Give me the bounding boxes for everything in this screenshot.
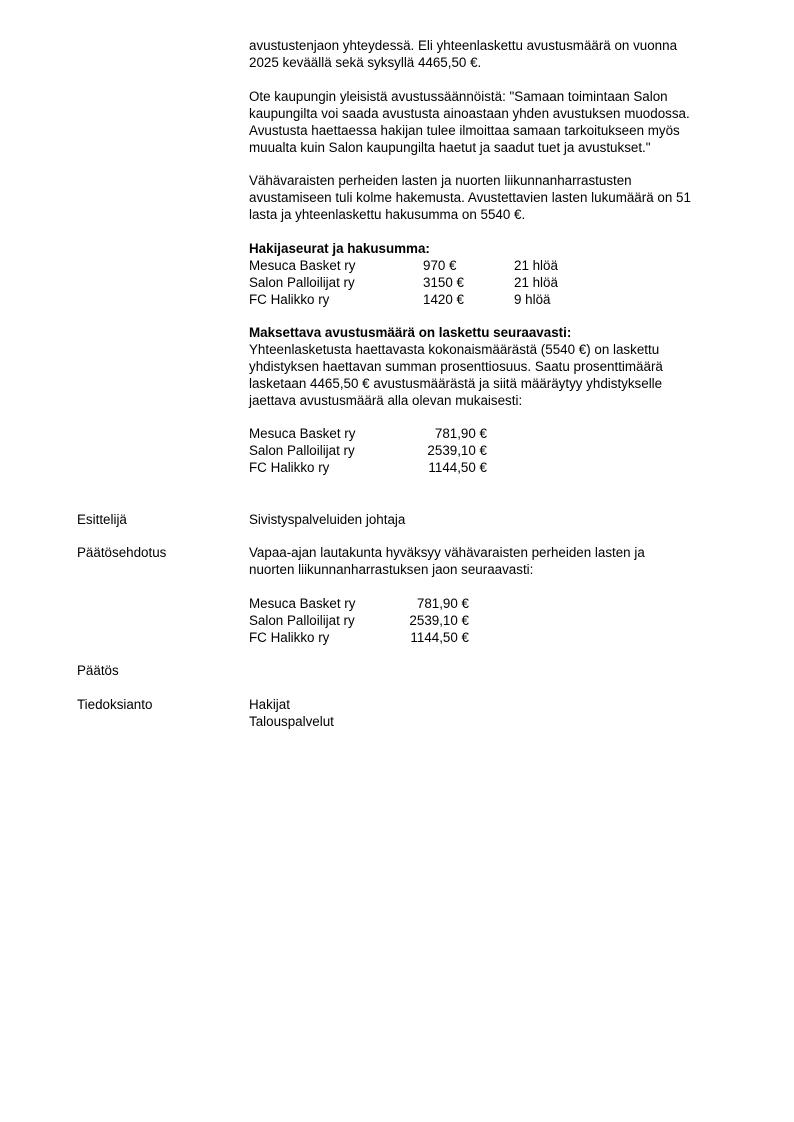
person-count: 21 hlöä xyxy=(514,257,558,273)
text-line: kaupungilta voi saada avustusta ainoastaan yhden avustuksen muodossa. xyxy=(249,105,690,121)
text-line: yhdistyksen haettavan summan prosenttiosuus. Saatu prosenttimäärä xyxy=(249,358,663,374)
applied-amount: 970 € xyxy=(423,257,457,273)
text-line: Avustusta haettaessa hakijan tulee ilmoittaa samaan tarkoitukseen myös xyxy=(249,122,680,138)
club-name: Salon Palloilijat ry xyxy=(249,442,355,458)
text-line: Yhteenlasketusta haettavasta kokonaismäärästä (5540 €) on laskettu xyxy=(249,341,660,357)
text-line: 2025 keväällä sekä syksyllä 4465,50 €. xyxy=(249,54,482,70)
text-line: avustamiseen tuli kolme hakemusta. Avustettavien lasten lukumäärä on 51 xyxy=(249,189,691,205)
amount-row xyxy=(249,443,749,460)
text-line: jaettava avustusmäärä alla olevan mukaisesti: xyxy=(249,392,523,408)
grant-amount: 2539,10 € xyxy=(409,612,469,628)
club-name: Mesuca Basket ry xyxy=(249,596,356,611)
proposal-text xyxy=(249,545,749,579)
club-name: Salon Palloilijat ry xyxy=(249,612,355,628)
club-name: FC Halikko ry xyxy=(249,629,330,645)
notification-label: Tiedoksianto xyxy=(77,697,153,712)
grant-amount: 781,90 € xyxy=(416,596,469,611)
club-name: Salon Palloilijat ry xyxy=(249,274,355,290)
presenter-value: Sivistyspalveluiden johtaja xyxy=(249,512,406,527)
decision-label: Päätös xyxy=(77,663,119,678)
person-count: 9 hlöä xyxy=(514,291,551,307)
presenter-label: Esittelijä xyxy=(77,512,127,527)
applicant-row xyxy=(249,258,749,275)
text-line: avustustenjaon yhteydessä. Eli yhteenlaskettu avustusmäärä on vuonna xyxy=(249,38,678,53)
text-line: Ote kaupungin yleisistä avustussäännöistä: "Samaan toimintaan Salon xyxy=(249,89,668,104)
intro-paragraph xyxy=(249,38,749,72)
text-line: lasta ja yhteenlaskettu hakusumma on 5540 €. xyxy=(249,206,526,222)
quote-paragraph xyxy=(249,89,749,157)
text-line: Vapaa-ajan lautakunta hyväksyy vähävaraisten perheiden lasten ja xyxy=(249,545,645,560)
applicant-row xyxy=(249,292,749,309)
text-line: muualta kuin Salon kaupungilta haetut ja saadut tuet ja avustukset." xyxy=(249,139,651,155)
amount-row xyxy=(249,630,749,647)
grant-amount: 781,90 € xyxy=(434,426,487,441)
amount-row xyxy=(249,460,749,477)
club-name: Mesuca Basket ry xyxy=(249,426,356,441)
applied-amount: 1420 € xyxy=(423,291,464,307)
person-count: 21 hlöä xyxy=(514,274,558,290)
text-line: Vähävaraisten perheiden lasten ja nuorten liikunnanharrastusten xyxy=(249,173,632,188)
calculation-heading: Maksettava avustusmäärä on laskettu seuraavasti: xyxy=(249,325,572,340)
applicants-heading: Hakijaseurat ja hakusumma: xyxy=(249,241,430,256)
notification-recipients xyxy=(249,697,749,731)
club-name: FC Halikko ry xyxy=(249,291,330,307)
amount-row xyxy=(249,426,749,443)
applicant-row xyxy=(249,275,749,292)
text-line: lasketaan 4465,50 € avustusmäärästä ja siitä määräytyy yhdistykselle xyxy=(249,375,663,391)
text-line: nuorten liikunnanharrastuksen jaon seuraavasti: xyxy=(249,561,534,577)
grant-amount: 1144,50 € xyxy=(410,629,469,645)
proposal-amounts xyxy=(249,596,749,647)
club-name: Mesuca Basket ry xyxy=(249,257,356,273)
recipient: Hakijat xyxy=(249,697,290,712)
calculated-amounts xyxy=(249,426,749,477)
proposal-label: Päätösehdotus xyxy=(77,545,167,560)
calculation-section xyxy=(249,325,749,410)
club-name: FC Halikko ry xyxy=(249,459,330,475)
grant-amount: 1144,50 € xyxy=(428,459,487,475)
amount-row xyxy=(249,596,749,613)
grant-amount: 2539,10 € xyxy=(427,442,487,458)
recipient: Talouspalvelut xyxy=(249,713,334,729)
applied-amount: 3150 € xyxy=(423,274,464,290)
applications-paragraph xyxy=(249,173,749,224)
amount-row xyxy=(249,613,749,630)
applicants-section xyxy=(249,241,749,309)
